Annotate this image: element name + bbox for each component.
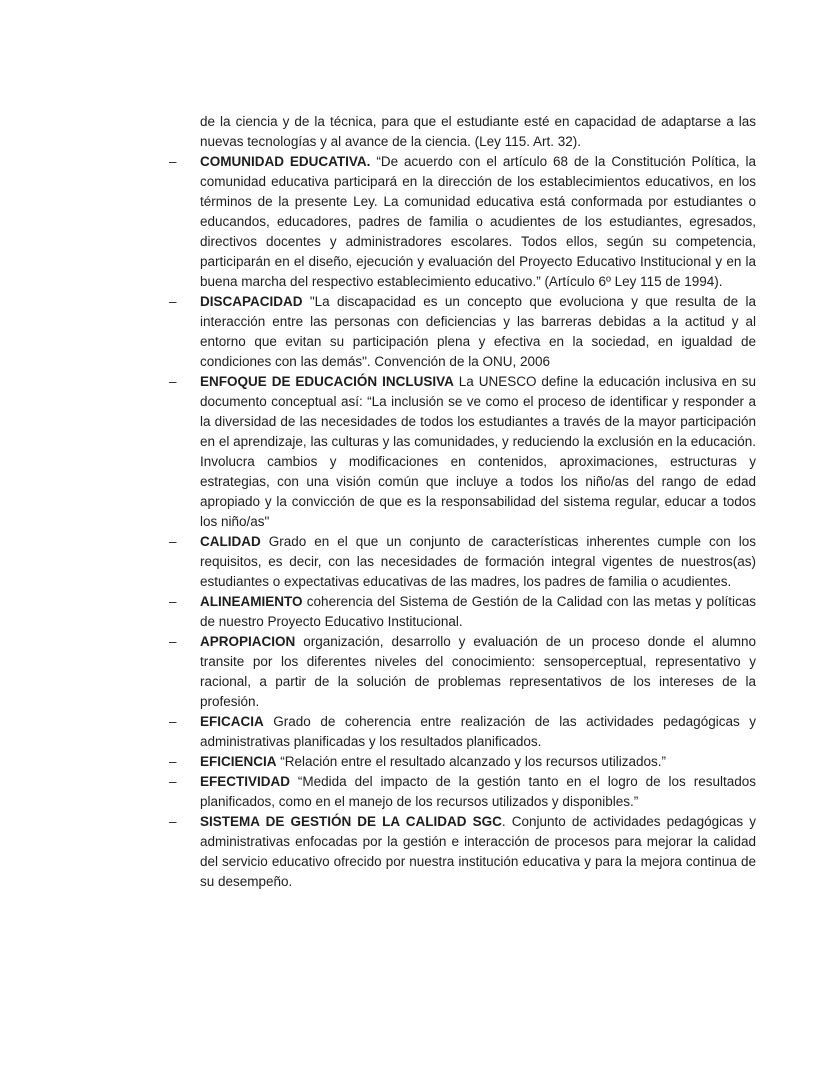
dash-bullet: –: [169, 714, 177, 729]
continuation-paragraph: de la ciencia y de la técnica, para que el estudiante esté en capacidad de adaptarse a las nuevas tecnologías y al avance de la ciencia. (Ley 115. Art. 32).: [200, 114, 756, 149]
dash-bullet: –: [169, 634, 177, 649]
dash-bullet: –: [169, 594, 177, 609]
definition-item: [169, 752, 756, 772]
definition-term: ALINEAMIENTO: [200, 594, 303, 609]
definition-term: EFECTIVIDAD: [200, 774, 291, 789]
definition-term: COMUNIDAD EDUCATIVA.: [200, 154, 371, 169]
definition-text: [200, 532, 756, 592]
definition-term: EFICACIA: [200, 714, 264, 729]
definition-term: ENFOQUE DE EDUCACIÓN INCLUSIVA: [200, 374, 454, 389]
definition-text: [200, 372, 756, 532]
dash-bullet: –: [169, 374, 177, 389]
definition-term: APROPIACION: [200, 634, 296, 649]
dash-bullet: –: [169, 154, 177, 169]
dash-bullet: –: [169, 534, 177, 549]
dash-bullet: –: [169, 754, 177, 769]
definition-text: [200, 292, 756, 372]
definition-body: coherencia del Sistema de Gestión de la Calidad con las metas y políticas de nuestro Proyecto Educativo Institucional.: [200, 594, 756, 629]
definition-item: [169, 772, 756, 812]
definition-body: "La discapacidad es un concepto que evoluciona y que resulta de la interacción entre las personas con deficiencias y las barreras debidas a la actitud y al entorno que evitan su participación plena y efectiva en la sociedad, en igualdad de condiciones con las demás". Convención de la ONU, 2006: [200, 294, 756, 369]
definition-body: “De acuerdo con el artículo 68 de la Constitución Política, la comunidad educativa participará en la dirección de los establecimientos educativos, en los términos de la presente Ley. La comunidad educativa está conformada por estudiantes o educandos, educadores, padres de familia o acudientes de los estudiantes, egresados, directivos docentes y administradores escolares. Todos ellos, según su competencia, participarán en el diseño, ejecución y evaluación del Proyecto Educativo Institucional y en la buena marcha del respectivo establecimiento educativo.” (Artículo 6º Ley 115 de 1994).: [200, 154, 756, 289]
definition-text: [200, 812, 756, 892]
definition-item: [169, 592, 756, 632]
definition-term: SISTEMA DE GESTIÓN DE LA CALIDAD SGC: [200, 814, 502, 829]
definition-term: EFICIENCIA: [200, 754, 277, 769]
definition-text: [200, 632, 756, 712]
definition-text: [200, 712, 756, 752]
definition-body: organización, desarrollo y evaluación de un proceso donde el alumno transite por los diferentes niveles del conocimiento: sensoperceptual, representativo y racional, a partir de la solución de problemas representativos de los intereses de la profesión.: [200, 634, 756, 709]
document-page: [169, 112, 757, 892]
definition-text: [200, 592, 756, 632]
definition-body: La UNESCO define la educación inclusiva en su documento conceptual así: “La inclusión se ve como el proceso de identificar y responder a la diversidad de las necesidades de todos los estudiantes a través de la mayor participación en el aprendizaje, las culturas y las comunidades, y reduciendo la exclusión en la educación. Involucra cambios y modificaciones en contenidos, aproximaciones, estructuras y estrategias, con una visión común que incluye a todos los niño/as del rango de edad apropiado y la convicción de que es la responsabilidad del sistema regular, educar a todos los niño/as": [200, 374, 756, 529]
dash-bullet: –: [169, 774, 177, 789]
definition-item: [169, 812, 757, 892]
definition-body: “Relación entre el resultado alcanzado y los recursos utilizados.”: [276, 754, 666, 769]
dash-bullet: –: [169, 294, 177, 309]
definition-term: CALIDAD: [200, 534, 261, 549]
definition-text: [200, 772, 756, 812]
dash-bullet: –: [169, 814, 177, 829]
definition-item: [169, 532, 756, 592]
definition-item: [169, 632, 756, 712]
definition-term: DISCAPACIDAD: [200, 294, 303, 309]
definition-text: [200, 752, 756, 772]
definition-body: . Conjunto de actividades pedagógicas y administrativas enfocadas por la gestión e interacción de procesos para mejorar la calidad del servicio educativo ofrecido por nuestra institución educativa y para la mejora continua de su desempeño.: [200, 814, 757, 889]
definition-item: [169, 152, 756, 292]
definition-item: [169, 372, 756, 532]
definition-item: [169, 712, 756, 752]
definition-body: Grado de coherencia entre realización de las actividades pedagógicas y administrativas planificadas y los resultados planificados.: [200, 714, 756, 749]
definition-item: [169, 292, 756, 372]
definition-body: Grado en el que un conjunto de características inherentes cumple con los requisitos, es decir, con las necesidades de formación integral vigentes de nuestros(as) estudiantes o expectativas educativas de las madres, los padres de familia o acudientes.: [200, 534, 756, 589]
definition-text: [200, 152, 756, 292]
definition-body: “Medida del impacto de la gestión tanto en el logro de los resultados planificados, como en el manejo de los recursos utilizados y disponibles.”: [200, 774, 756, 809]
